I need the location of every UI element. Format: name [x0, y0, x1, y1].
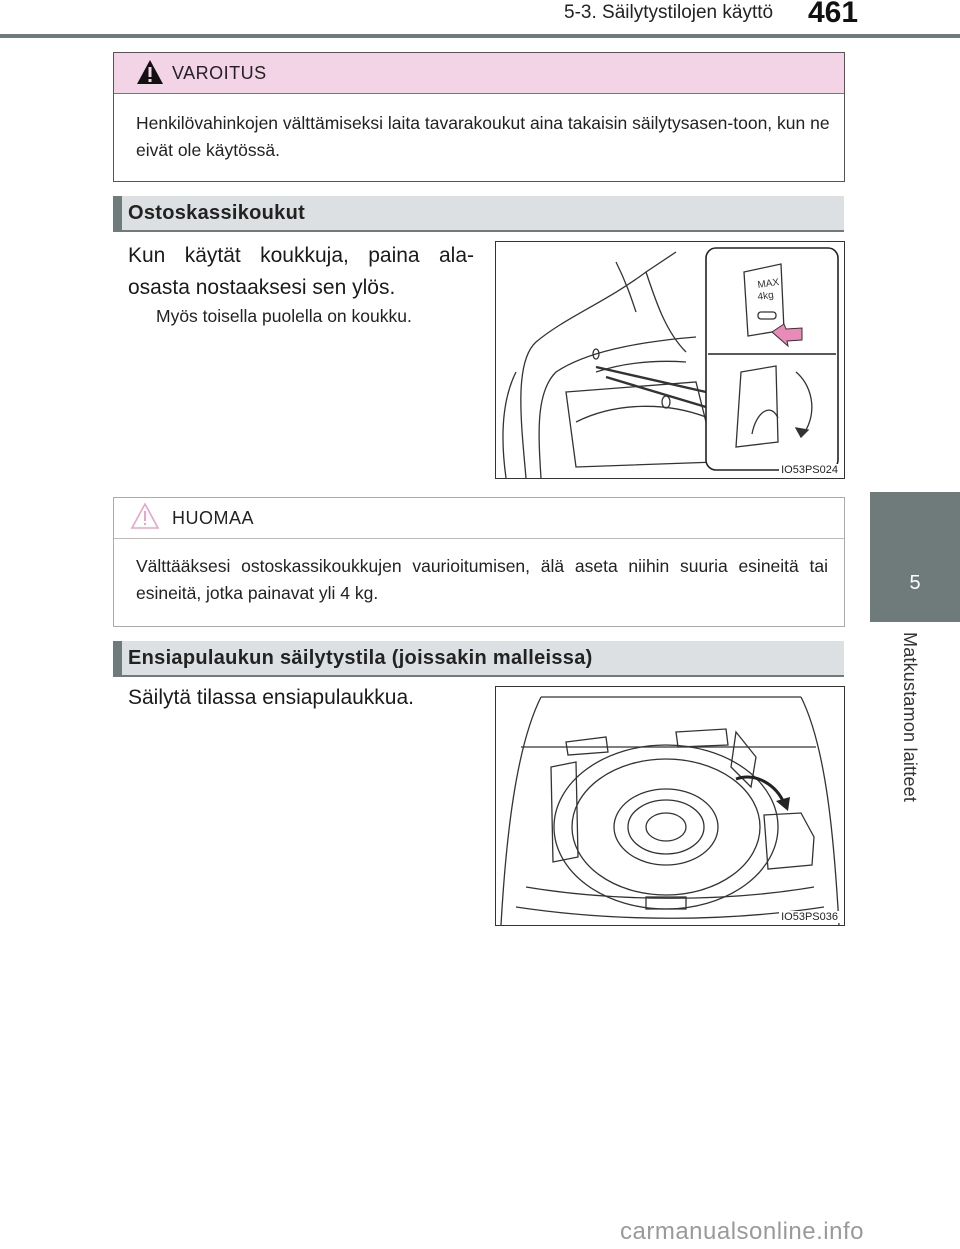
hook-note-text: Myös toisella puolella on koukku.	[156, 306, 412, 326]
hook-illustration	[495, 241, 845, 479]
notice-title: HUOMAA	[172, 508, 255, 528]
warning-triangle-icon	[136, 59, 164, 85]
notice-rule	[114, 538, 844, 539]
hook-instruction-text: Kun käytät koukkuja, paina ala-osasta nostaaksesi sen ylös.	[128, 244, 474, 299]
section-bar	[113, 641, 122, 675]
figure-code: IO53PS036	[781, 911, 838, 923]
warning-body: Henkilövahinkojen välttämiseksi laita tavarakoukut aina takaisin säilytysasen-toon, kun ne eivät ole käytössä.	[136, 113, 830, 160]
warning-box	[113, 52, 845, 182]
svg-text:4kg: 4kg	[756, 289, 775, 303]
caution-triangle-icon	[130, 502, 160, 530]
section-bar	[113, 196, 122, 230]
notice-body: Välttääksesi ostoskassikoukkujen vaurioitumisen, älä aseta niihin suuria esineitä tai esineitä, jotka painavat yli 4 kg.	[136, 556, 828, 603]
warning-title: VAROITUS	[172, 63, 267, 83]
trunk-hook-drawing	[496, 242, 844, 478]
section-header-shopping-hooks	[113, 196, 844, 232]
section-title: Ostoskassikoukut	[128, 202, 306, 224]
section-title: Ensiapulaukun säilytystila (joissakin malleissa)	[128, 647, 593, 669]
section-header-first-aid	[113, 641, 844, 677]
first-aid-illustration	[495, 686, 845, 926]
figure-code: IO53PS024	[781, 464, 838, 476]
first-aid-instruction-text: Säilytä tilassa ensiapulaukkua.	[128, 686, 415, 709]
spare-tire-storage-drawing	[496, 687, 844, 925]
warning-header	[114, 53, 844, 94]
chapter-number: 5	[909, 572, 921, 594]
watermark: carmanualsonline.info	[620, 1218, 864, 1245]
chapter-tab	[870, 492, 960, 622]
svg-text:MAX: MAX	[756, 277, 780, 291]
notice-box	[113, 497, 845, 627]
chapter-title: Matkustamon laitteet	[900, 632, 920, 803]
page-number: 461	[808, 0, 859, 29]
header-section-title: 5-3. Säilytystilojen käyttö	[564, 2, 774, 23]
header-rule	[0, 34, 960, 38]
